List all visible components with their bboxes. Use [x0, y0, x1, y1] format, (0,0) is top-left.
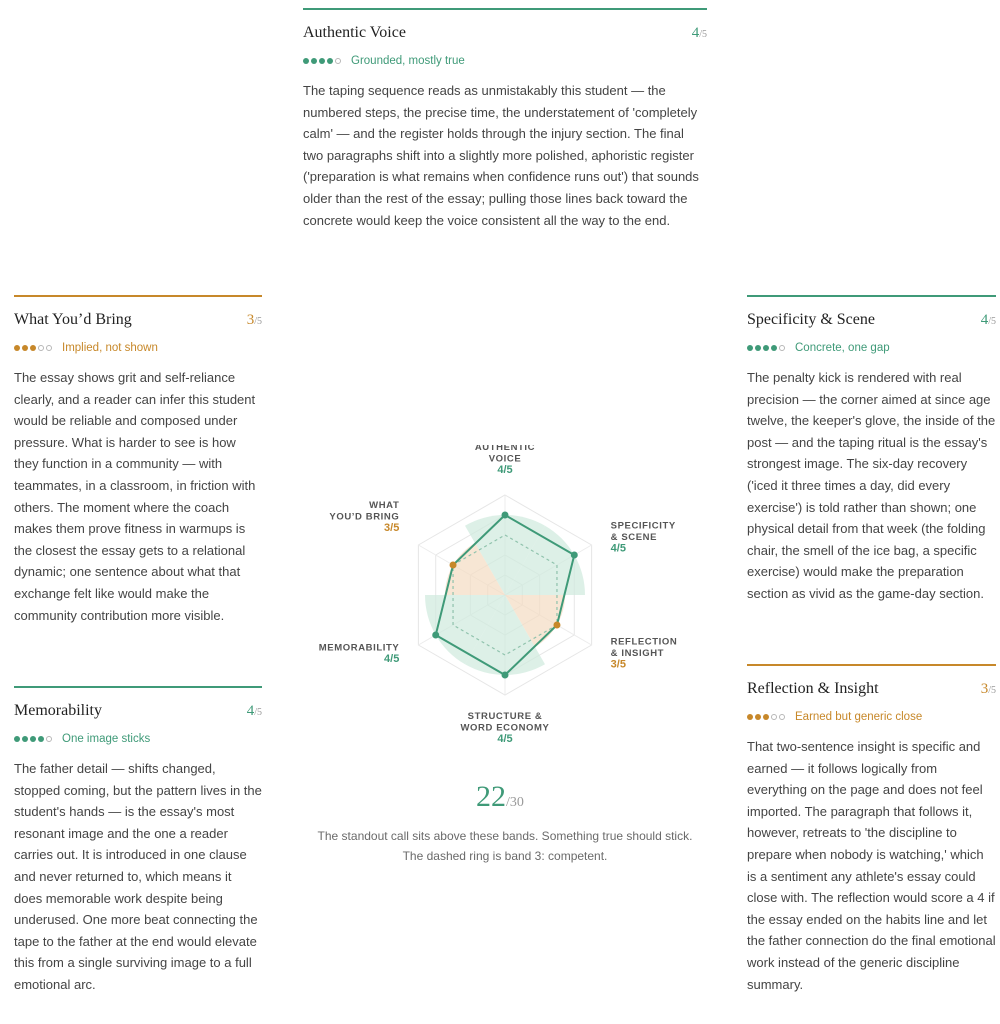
rating-dot-filled — [303, 58, 309, 64]
axis-value: 3/5 — [610, 658, 626, 671]
axis-value: 4/5 — [384, 652, 400, 665]
chart-caption: The standout call sits above these bands. Something true should stick. The dashed ring is band 3: competent. — [317, 829, 693, 863]
card-verdict: One image sticks — [62, 733, 151, 745]
score-point — [553, 622, 560, 629]
card-rule — [747, 664, 996, 666]
card-score: 3/5 — [246, 312, 262, 328]
rating-dots — [747, 714, 785, 720]
criterion-card-memorability — [14, 686, 262, 996]
axis-value: 3/5 — [384, 522, 400, 534]
card-title: Reflection & Insight — [747, 680, 879, 697]
rating-dots — [303, 58, 341, 64]
rating-dot-filled — [38, 736, 44, 742]
total-score — [380, 780, 620, 814]
rating-row — [14, 342, 262, 354]
rating-dot-filled — [747, 345, 753, 351]
total-score-value: 22 — [476, 780, 507, 813]
rating-dot-empty — [46, 736, 52, 742]
card-rule — [747, 295, 996, 297]
rating-dots — [747, 345, 785, 351]
card-body: That two-sentence insight is specific and earned — it follows logically from everything on the page and does not feel imported. The paragraph that follows it, however, retreats to 'the discipline to prepare when nobody is watching,' which is a sentiment any athlete's essay could close with. The reflection would score a 4 if the essay ended on the habits line and let the father connection do the final emotional work instead of the generic discipline summary. — [747, 739, 996, 992]
axis-label: YOU’D BRING — [329, 511, 400, 523]
card-score: 4/5 — [246, 703, 262, 719]
criterion-card-reflection-insight — [747, 664, 996, 995]
card-body: The penalty kick is rendered with real precision — the corner aimed at since age twelve, the keeper's glove, the inside of the post — and the taping ritual is the essay's strongest image. The six-day recovery ('iced it three times a day, did every exercise') is told rather than shown; one physical detail from that week (the folding chair, the smell of the ice bag, a specific exercise) would make the preparation section as vivid as the game-day section. — [747, 370, 996, 601]
rating-dot-filled — [14, 345, 20, 351]
rating-dot-filled — [311, 58, 317, 64]
criterion-card-what-youd-bring — [14, 295, 262, 626]
rating-dots — [14, 736, 52, 742]
axis-label: & INSIGHT — [610, 648, 665, 659]
card-verdict: Grounded, mostly true — [351, 55, 465, 67]
axis-label: STRUCTURE & — [467, 711, 543, 722]
card-rule — [14, 686, 262, 688]
rating-dot-filled — [747, 714, 753, 720]
axis-value: 4/5 — [497, 733, 513, 745]
axis-value: 4/5 — [610, 542, 626, 555]
card-body: The father detail — shifts changed, stopped coming, but the pattern lives in the student's hands — is the essay's most resonant image and the one a reader carries out. It is introduced in one clause and never returned to, which means it does memorable work despite being underused. One more beat connecting the tape to the father at the end would elevate this from a single surviving image to a full emotional arc. — [14, 761, 262, 992]
rating-row — [303, 55, 707, 67]
rating-dot-empty — [335, 58, 341, 64]
score-point — [432, 632, 439, 639]
rating-dot-filled — [22, 736, 28, 742]
rating-dot-filled — [22, 345, 28, 351]
card-body: The taping sequence reads as unmistakably this student — the numbered steps, the precise time, the understatement of 'completely calm' — and the register holds through the injury section. The final two paragraphs shift into a slightly more polished, aphoristic register ('preparation is what remains when confidence runs out') that sounds older than the rest of the essay; pulling those lines back toward the concrete would keep the voice consistent all the way to the end. — [303, 83, 699, 228]
rating-dot-empty — [46, 345, 52, 351]
axis-label: REFLECTION — [610, 636, 678, 648]
rating-row — [14, 733, 262, 745]
card-rule — [303, 8, 707, 10]
card-score: 4/5 — [691, 25, 707, 41]
rating-dot-filled — [771, 345, 777, 351]
rating-dot-filled — [763, 714, 769, 720]
rating-dot-filled — [319, 58, 325, 64]
rating-row — [747, 342, 996, 354]
card-score: 3/5 — [980, 681, 996, 697]
rating-dot-filled — [30, 345, 36, 351]
rating-dot-filled — [327, 58, 333, 64]
axis-label: WORD ECONOMY — [460, 722, 550, 734]
rating-dot-filled — [755, 345, 761, 351]
card-verdict: Concrete, one gap — [795, 342, 890, 354]
score-point — [502, 512, 509, 519]
card-title: Memorability — [14, 702, 102, 719]
rating-dot-filled — [14, 736, 20, 742]
card-rule — [14, 295, 262, 297]
rating-row — [747, 711, 996, 723]
total-score-denom: /30 — [506, 795, 524, 810]
rating-dots — [14, 345, 52, 351]
rating-dot-filled — [30, 736, 36, 742]
rating-dot-empty — [38, 345, 44, 351]
rating-dot-empty — [779, 345, 785, 351]
score-point — [450, 562, 457, 569]
rating-dot-empty — [779, 714, 785, 720]
rating-dot-filled — [755, 714, 761, 720]
score-point — [502, 672, 509, 679]
card-body: The essay shows grit and self-reliance clearly, and a reader can infer this student would be reliable and composed under pressure. What is harder to see is how they function in a community — with teammates, in a classroom, in friction with others. The moment where the coach makes them prove fitness in warmups is the closest the essay gets to a relational dynamic; one sentence about what that exchange felt like would make the community contribution more visible. — [14, 370, 256, 623]
card-title: Authentic Voice — [303, 24, 406, 41]
axis-label: AUTHENTIC — [474, 445, 536, 453]
axis-label: VOICE — [488, 453, 522, 465]
axis-value: 4/5 — [497, 464, 513, 476]
axis-label: WHAT — [369, 500, 400, 511]
axis-label: & SCENE — [610, 532, 658, 543]
card-verdict: Earned but generic close — [795, 711, 923, 723]
card-title: What You’d Bring — [14, 311, 132, 328]
card-title: Specificity & Scene — [747, 311, 875, 328]
criterion-card-authentic-voice — [303, 8, 707, 231]
axis-label: SPECIFICITY — [610, 520, 676, 532]
score-point — [571, 552, 578, 559]
rating-dot-filled — [763, 345, 769, 351]
card-verdict: Implied, not shown — [62, 342, 158, 354]
criterion-card-specificity-scene — [747, 295, 996, 605]
radar-chart — [300, 445, 700, 775]
rating-dot-empty — [771, 714, 777, 720]
card-score: 4/5 — [980, 312, 996, 328]
axis-label: MEMORABILITY — [318, 642, 400, 654]
